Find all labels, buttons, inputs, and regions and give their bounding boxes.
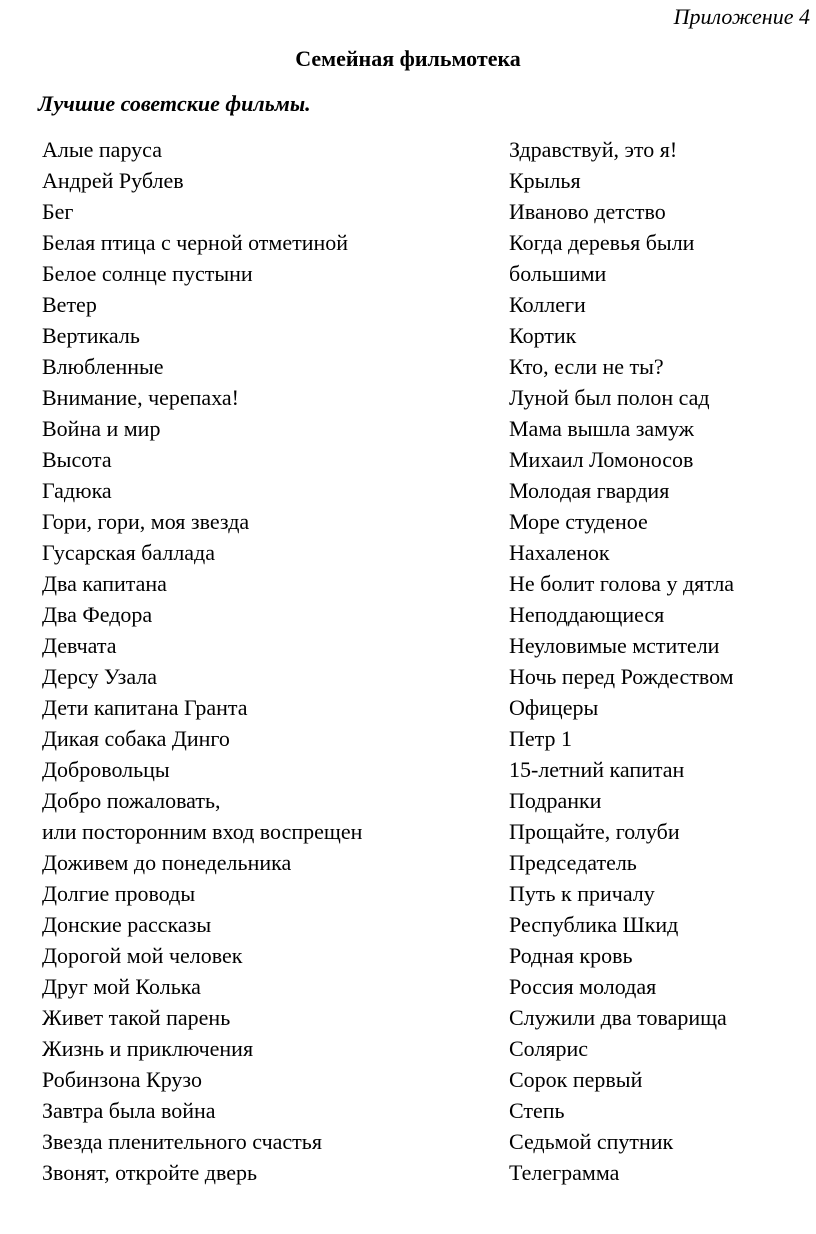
film-title: или посторонним вход воспрещен	[42, 819, 363, 844]
appendix-label: Приложение 4	[673, 4, 810, 29]
film-title: Петр 1	[509, 726, 573, 751]
film-title: Андрей Рублев	[42, 168, 184, 193]
film-title: Путь к причалу	[509, 881, 655, 906]
film-title: Прощайте, голуби	[509, 819, 680, 844]
film-title: Неподдающиеся	[509, 602, 665, 627]
film-title: Служили два товарища	[509, 1005, 727, 1030]
film-title: Белое солнце пустыни	[42, 261, 253, 286]
film-title: Коллеги	[509, 292, 586, 317]
film-title: Степь	[509, 1098, 565, 1123]
film-title: Море студеное	[509, 509, 648, 534]
film-title: Дерсу Узала	[42, 664, 158, 689]
film-title: Россия молодая	[509, 974, 657, 999]
film-title: Живет такой парень	[42, 1005, 231, 1030]
film-title: Бег	[42, 199, 74, 224]
film-title: Друг мой Колька	[42, 974, 201, 999]
film-title: Родная кровь	[509, 943, 633, 968]
film-title: Молодая гвардия	[509, 478, 670, 503]
film-title: Республика Шкид	[509, 912, 679, 937]
film-title: Гадюка	[42, 478, 112, 503]
film-title: Война и мир	[42, 416, 161, 441]
film-title: Влюбленные	[42, 354, 164, 379]
film-title: Сорок первый	[509, 1067, 643, 1092]
film-title: Добро пожаловать,	[42, 788, 221, 813]
film-title: Вертикаль	[42, 323, 140, 348]
film-title: Солярис	[509, 1036, 589, 1061]
film-list-right-column	[509, 134, 734, 1188]
film-title: Два Федора	[42, 602, 153, 627]
film-title: Доживем до понедельника	[42, 850, 292, 875]
film-title: Крылья	[509, 168, 581, 193]
film-title: Михаил Ломоносов	[509, 447, 694, 472]
film-list-left-column	[42, 134, 362, 1188]
film-title: Донские рассказы	[42, 912, 212, 937]
film-title: Звезда пленительного счастья	[42, 1129, 322, 1154]
film-title: Белая птица с черной отметиной	[42, 230, 349, 255]
film-title: Девчата	[42, 633, 117, 658]
film-title: Кто, если не ты?	[509, 354, 664, 379]
film-title: Внимание, черепаха!	[42, 385, 240, 410]
film-title: Алые паруса	[42, 137, 162, 162]
film-title: Кортик	[509, 323, 577, 348]
film-title: Завтра была война	[42, 1098, 216, 1123]
film-title: Телеграмма	[509, 1160, 620, 1185]
section-heading: Лучшие советские фильмы.	[38, 91, 311, 116]
film-title: 15-летний капитан	[509, 757, 685, 782]
film-title: Гори, гори, моя звезда	[42, 509, 250, 534]
film-title: Неуловимые мстители	[509, 633, 720, 658]
film-title: Иваново детство	[509, 199, 666, 224]
film-title: Седьмой спутник	[509, 1129, 674, 1154]
film-title: Нахаленок	[509, 540, 610, 565]
film-title: Два капитана	[42, 571, 167, 596]
film-title: Когда деревья были	[509, 230, 695, 255]
film-title: Высота	[42, 447, 112, 472]
film-title: Ночь перед Рождеством	[509, 664, 734, 689]
film-title: большими	[509, 261, 607, 286]
film-title: Луной был полон сад	[509, 385, 710, 410]
film-title: Жизнь и приключения	[42, 1036, 254, 1061]
film-title: Ветер	[42, 292, 97, 317]
film-title: Здравствуй, это я!	[509, 137, 678, 162]
film-title: Председатель	[509, 850, 637, 875]
film-title: Дикая собака Динго	[42, 726, 230, 751]
film-title: Офицеры	[509, 695, 599, 720]
film-title: Подранки	[509, 788, 602, 813]
film-title: Гусарская баллада	[42, 540, 216, 565]
film-title: Мама вышла замуж	[509, 416, 695, 441]
film-title: Долгие проводы	[42, 881, 196, 906]
film-title: Не болит голова у дятла	[509, 571, 735, 596]
film-title: Робинзона Крузо	[42, 1067, 202, 1092]
film-title: Звонят, откройте дверь	[42, 1160, 258, 1185]
document-title: Семейная фильмотека	[295, 46, 521, 71]
film-title: Дорогой мой человек	[42, 943, 243, 968]
film-title: Добровольцы	[42, 757, 170, 782]
film-title: Дети капитана Гранта	[42, 695, 248, 720]
